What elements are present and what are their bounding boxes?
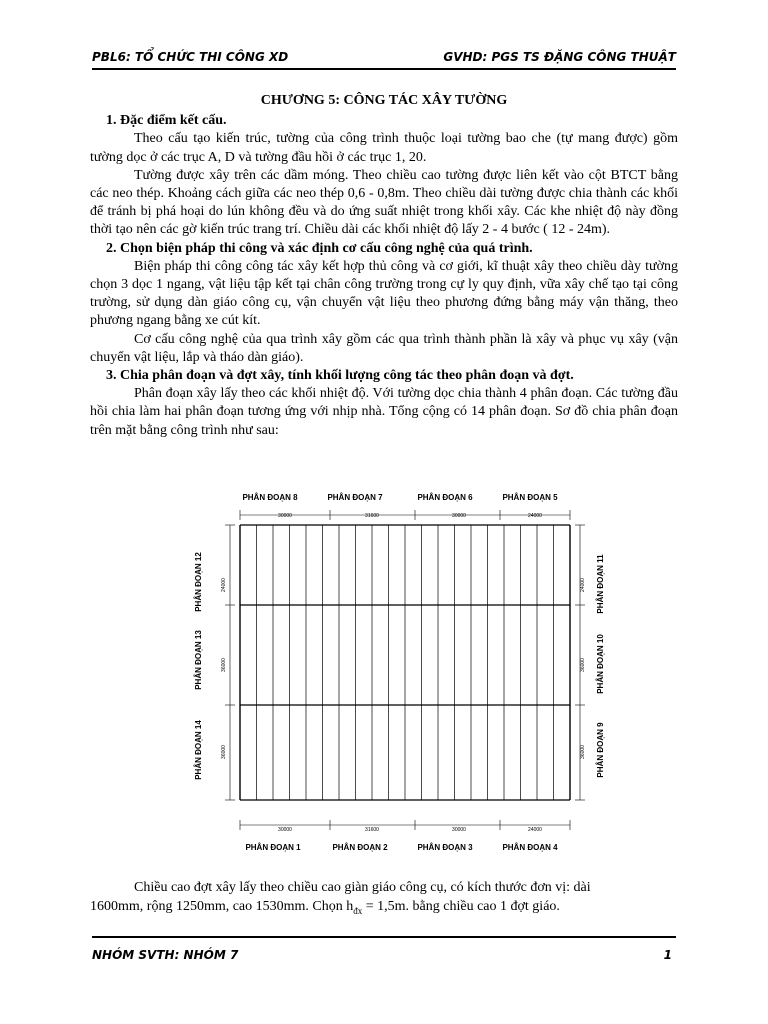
page-footer xyxy=(92,936,676,968)
left-dim-3: 36000 xyxy=(221,745,227,759)
bottom-dim-3: 30000 xyxy=(452,827,466,833)
bottom-label-4: PHÂN ĐOẠN 4 xyxy=(502,843,558,852)
top-label-7: PHÂN ĐOẠN 7 xyxy=(327,493,383,502)
right-label-10: PHÂN ĐOẠN 10 xyxy=(596,634,605,694)
left-label-13: PHÂN ĐOẠN 13 xyxy=(194,630,203,690)
after-line-2 xyxy=(90,898,678,920)
segment-plan-diagram xyxy=(175,480,625,860)
section-heading-3: 3. Chia phân đoạn và đợt xây, tính khối lượng công tác theo phân đoạn và đợt. xyxy=(106,368,574,384)
chapter-title: CHƯƠNG 5: CÔNG TÁC XÂY TƯỜNG xyxy=(260,93,508,108)
right-label-9: PHÂN ĐOẠN 9 xyxy=(596,722,605,778)
top-label-6: PHÂN ĐOẠN 6 xyxy=(417,493,473,502)
subscript-dx: đx xyxy=(353,905,363,916)
top-label-5: PHÂN ĐOẠN 5 xyxy=(502,493,558,502)
section-heading-1: 1. Đặc điểm kết cấu. xyxy=(106,113,227,129)
page-number: 1 xyxy=(663,948,672,962)
left-label-12: PHÂN ĐOẠN 12 xyxy=(194,552,203,612)
right-dim-3: 36000 xyxy=(580,745,586,759)
paragraph-2-1: Biện pháp thi công công tác xây kết hợp thủ công và cơ giới, kĩ thuật xây theo chiều dày tường chọn 3 dọc 1 ngang, vật liệu tập kết tại chân công trường trong cự ly quy định, vữa xây chế tạo tại công trường, sử dụng dàn giáo công cụ, vận chuyển vật liệu theo phương đứng bằng máy vận thăng, theo phương ngang bằng xe cút kít. xyxy=(90,258,678,329)
bottom-dim-4: 24000 xyxy=(528,827,542,833)
document-body xyxy=(90,92,678,440)
section-heading-2: 2. Chọn biện pháp thi công và xác định cơ cấu công nghệ của quá trình. xyxy=(106,240,533,256)
after-line-1: Chiều cao đợt xây lấy theo chiều cao giàn giáo công cụ, có kích thước đơn vị: dài xyxy=(134,880,591,895)
paragraph-3-1: Phân đoạn xây lấy theo các khối nhiệt độ. Với tường dọc chia thành 4 phân đoạn. Các tường đầu hồi chia làm hai phân đoạn tương ứng với nhịp nhà. Tổng cộng có 14 phân đoạn. Sơ đồ chia phân đoạn trên mặt bằng công trình như sau: xyxy=(90,386,678,438)
top-dim-1: 30000 xyxy=(278,513,292,519)
bottom-dim-2: 31600 xyxy=(365,827,379,833)
left-dim-1: 24000 xyxy=(221,578,227,592)
footer-group: NHÓM SVTH: NHÓM 7 xyxy=(92,948,239,962)
top-label-8: PHÂN ĐOẠN 8 xyxy=(242,493,298,502)
bottom-label-2: PHÂN ĐOẠN 2 xyxy=(332,843,388,852)
top-dim-3: 30000 xyxy=(452,513,466,519)
top-dim-2: 31600 xyxy=(365,513,379,519)
left-dim-2: 36000 xyxy=(221,658,227,672)
paragraph-1-1: Theo cấu tạo kiến trúc, tường của công trình thuộc loại tường bao che (tự mang được) gồm tường dọc ở các trục A, D và tường đầu hồi ở các trục 1, 20. xyxy=(90,131,678,165)
after-line-2-end: = 1,5m. bằng chiều cao 1 đợt giáo. xyxy=(362,898,560,914)
right-dim-2: 36000 xyxy=(580,658,586,672)
right-dim-1: 24000 xyxy=(580,578,586,592)
bottom-label-1: PHÂN ĐOẠN 1 xyxy=(245,843,301,852)
page-header xyxy=(92,42,676,70)
top-dim-4: 24000 xyxy=(528,513,542,519)
bottom-label-3: PHÂN ĐOẠN 3 xyxy=(417,843,473,852)
bottom-dim-1: 30000 xyxy=(278,827,292,833)
diagram-grid xyxy=(225,510,585,830)
paragraph-1-2: Tường được xây trên các dầm móng. Theo chiều cao tường được liên kết vào cột BTCT bằng các neo thép. Khoảng cách giữa các neo thép 0,6 - 0,8m. Theo chiều dài tường được chia thành các khối để tránh bị phá hoại do lún không đều và do ứng suất nhiệt trong khối xây. Các khe nhiệt độ này đồng thời tạo nên các gờ kiến trúc trang trí. Chiều dài các khối nhiệt độ lấy 2 - 4 bước ( 12 - 24m). xyxy=(90,167,678,238)
header-course: PBL6: TỔ CHỨC THI CÔNG XD xyxy=(92,50,289,64)
paragraph-2-2: Cơ cấu công nghệ của qua trình xây gồm các qua trình thành phần là xây và phục vụ xây (vận chuyển vật liệu, lắp và tháo dàn giáo). xyxy=(90,331,678,365)
header-advisor: GVHD: PGS TS ĐẶNG CÔNG THUẬT xyxy=(443,50,676,64)
left-label-14: PHÂN ĐOẠN 14 xyxy=(194,720,203,780)
after-paragraph xyxy=(90,879,678,920)
after-line-2-start: 1600mm, rộng 1250mm, cao 1530mm. Chọn h xyxy=(90,898,354,914)
right-label-11: PHÂN ĐOẠN 11 xyxy=(596,554,605,614)
